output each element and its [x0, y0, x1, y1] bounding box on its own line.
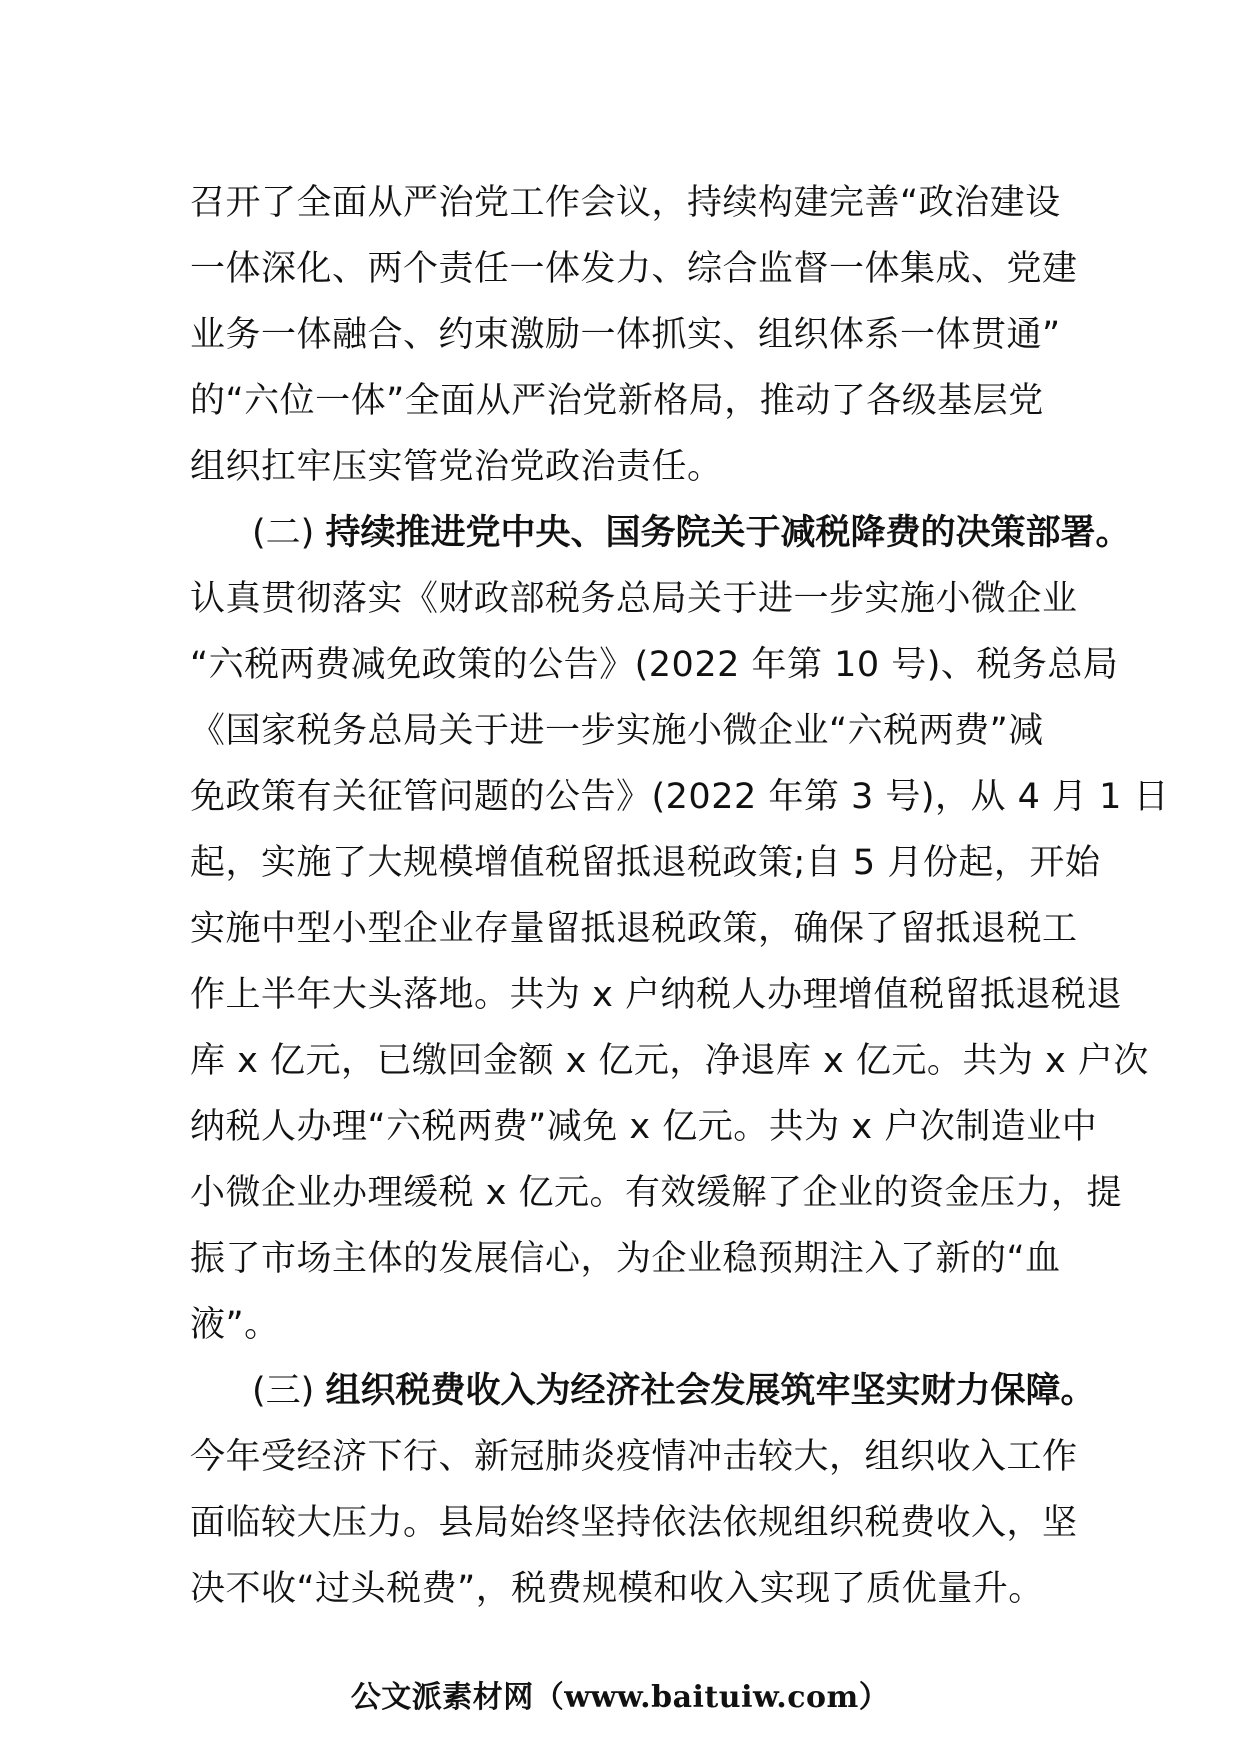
text-line: 一体深化、两个责任一体发力、综合监督一体集成、党建 — [190, 249, 1078, 289]
section-2 — [190, 500, 1170, 1358]
footer-watermark: 公文派素材网（www.baituiw.com） — [350, 1680, 890, 1715]
text-line: 面临较大压力。县局始终坚持依法依规组织税费收入，坚 — [190, 1503, 1078, 1543]
text-line: 认真贯彻落实《财政部税务总局关于进一步实施小微企业 — [190, 579, 1078, 619]
section-2-number: (二) — [252, 513, 326, 553]
text-line: 组织扛牢压实管党治党政治责任。 — [190, 447, 723, 487]
section-3 — [190, 1358, 1096, 1622]
section-3-heading — [190, 1358, 1096, 1424]
text-line: 纳税人办理“六税两费”减免 x 亿元。共为 x 户次制造业中 — [190, 1107, 1098, 1147]
text-line: 《国家税务总局关于进一步实施小微企业“六税两费”减 — [190, 711, 1044, 751]
text-line: 振了市场主体的发展信心，为企业稳预期注入了新的“血 — [190, 1239, 1061, 1279]
section-3-number: (三) — [252, 1371, 326, 1411]
text-line: 小微企业办理缓税 x 亿元。有效缓解了企业的资金压力，提 — [190, 1173, 1122, 1213]
text-line: 库 x 亿元，已缴回金额 x 亿元，净退库 x 亿元。共为 x 户次 — [190, 1041, 1149, 1081]
text-line: 今年受经济下行、新冠肺炎疫情冲击较大，组织收入工作 — [190, 1437, 1078, 1477]
text-line: 起，实施了大规模增值税留抵退税政策;自 5 月份起，开始 — [190, 843, 1101, 883]
text-line: 液”。 — [190, 1305, 280, 1345]
text-line: 实施中型小型企业存量留抵退税政策，确保了留抵退税工 — [190, 909, 1078, 949]
text-line: “六税两费减免政策的公告》(2022 年第 10 号)、税务总局 — [190, 645, 1119, 685]
text-line: 决不收“过头税费”，税费规模和收入实现了质优量升。 — [190, 1569, 1044, 1609]
text-line: 免政策有关征管问题的公告》(2022 年第 3 号)，从 4 月 1 日 — [190, 777, 1170, 817]
text-line: 作上半年大头落地。共为 x 户纳税人办理增值税留抵退税退 — [190, 975, 1122, 1015]
section-2-heading — [190, 500, 1131, 566]
document-body — [190, 170, 1170, 1622]
paragraph-1 — [190, 170, 1078, 500]
section-2-title: 持续推进党中央、国务院关于减税降费的决策部署。 — [325, 513, 1131, 553]
text-line: 召开了全面从严治党工作会议，持续构建完善“政治建设 — [190, 183, 1061, 223]
text-line: 的“六位一体”全面从严治党新格局，推动了各级基层党 — [190, 381, 1044, 421]
section-3-title: 组织税费收入为经济社会发展筑牢坚实财力保障。 — [325, 1371, 1096, 1411]
text-line: 业务一体融合、约束激励一体抓实、组织体系一体贯通” — [190, 315, 1061, 355]
